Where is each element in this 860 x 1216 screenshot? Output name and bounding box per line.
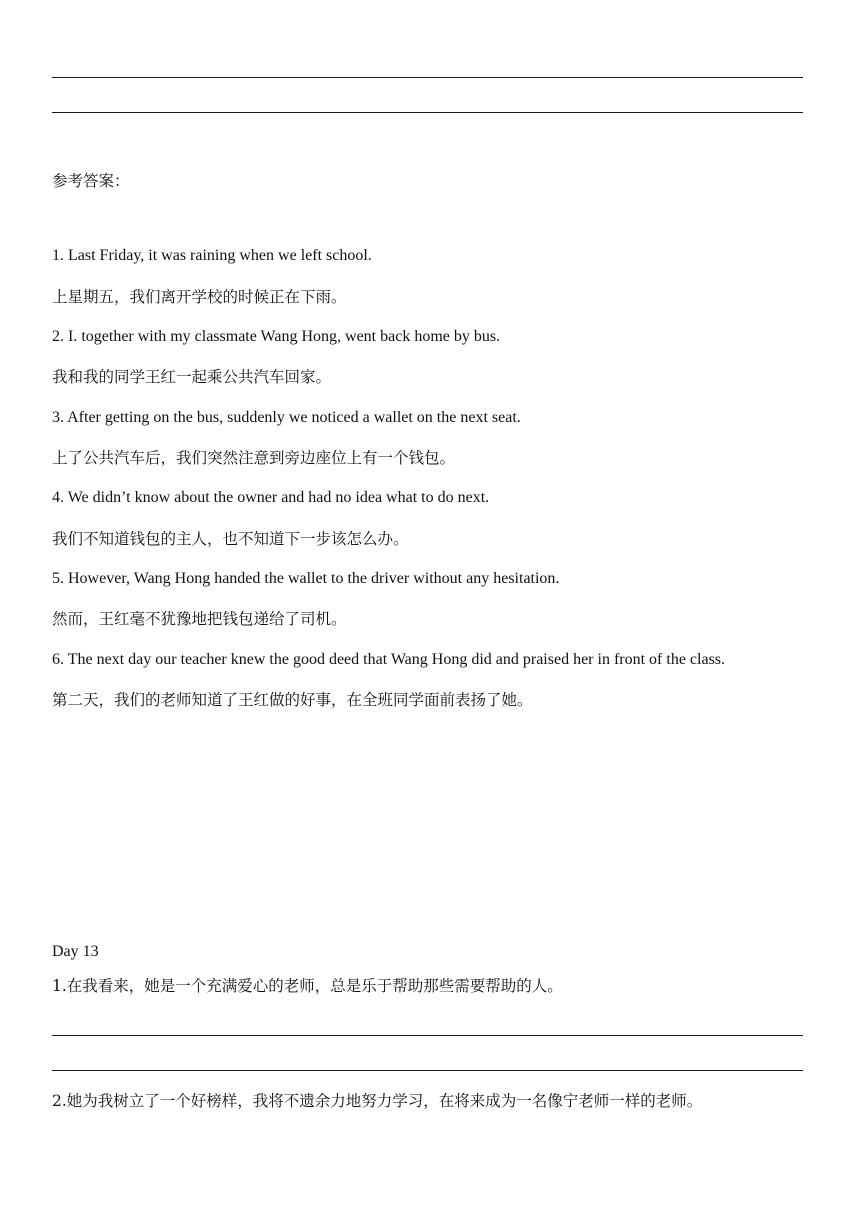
answer-zh-5: 然而，王红毫不犹豫地把钱包递给了司机。: [52, 610, 347, 628]
day-heading: Day 13: [52, 943, 99, 960]
answer-line: [52, 77, 803, 78]
answer-en-4: 4. We didn’t know about the owner and had no idea what to do next.: [52, 489, 490, 506]
answer-zh-2: 我和我的同学王红一起乘公共汽车回家。: [52, 368, 332, 386]
exercise-1: 1.在我看来，她是一个充满爱心的老师，总是乐于帮助那些需要帮助的人。: [52, 977, 563, 995]
answer-heading: 参考答案：: [52, 172, 130, 190]
answer-line: [52, 1035, 803, 1036]
answer-en-5: 5. However, Wang Hong handed the wallet to the driver without any hesitation.: [52, 570, 560, 587]
answer-zh-4: 我们不知道钱包的主人，也不知道下一步该怎么办。: [52, 530, 409, 548]
answer-zh-6: 第二天，我们的老师知道了王红做的好事，在全班同学面前表扬了她。: [52, 691, 533, 709]
exercise-2: 2.她为我树立了一个好榜样，我将不遗余力地努力学习，在将来成为一名像宁老师一样的老师。: [52, 1092, 703, 1110]
answer-line: [52, 112, 803, 113]
answer-en-6: 6. The next day our teacher knew the good deed that Wang Hong did and praised her in front of the class.: [52, 651, 726, 668]
answer-en-3: 3. After getting on the bus, suddenly we noticed a wallet on the next seat.: [52, 409, 521, 426]
answer-en-2: 2. I. together with my classmate Wang Hong, went back home by bus.: [52, 328, 501, 345]
answer-en-1: 1. Last Friday, it was raining when we left school.: [52, 247, 372, 264]
answer-zh-1: 上星期五，我们离开学校的时候正在下雨。: [52, 288, 347, 306]
answer-line: [52, 1070, 803, 1071]
answer-zh-3: 上了公共汽车后，我们突然注意到旁边座位上有一个钱包。: [52, 449, 456, 467]
